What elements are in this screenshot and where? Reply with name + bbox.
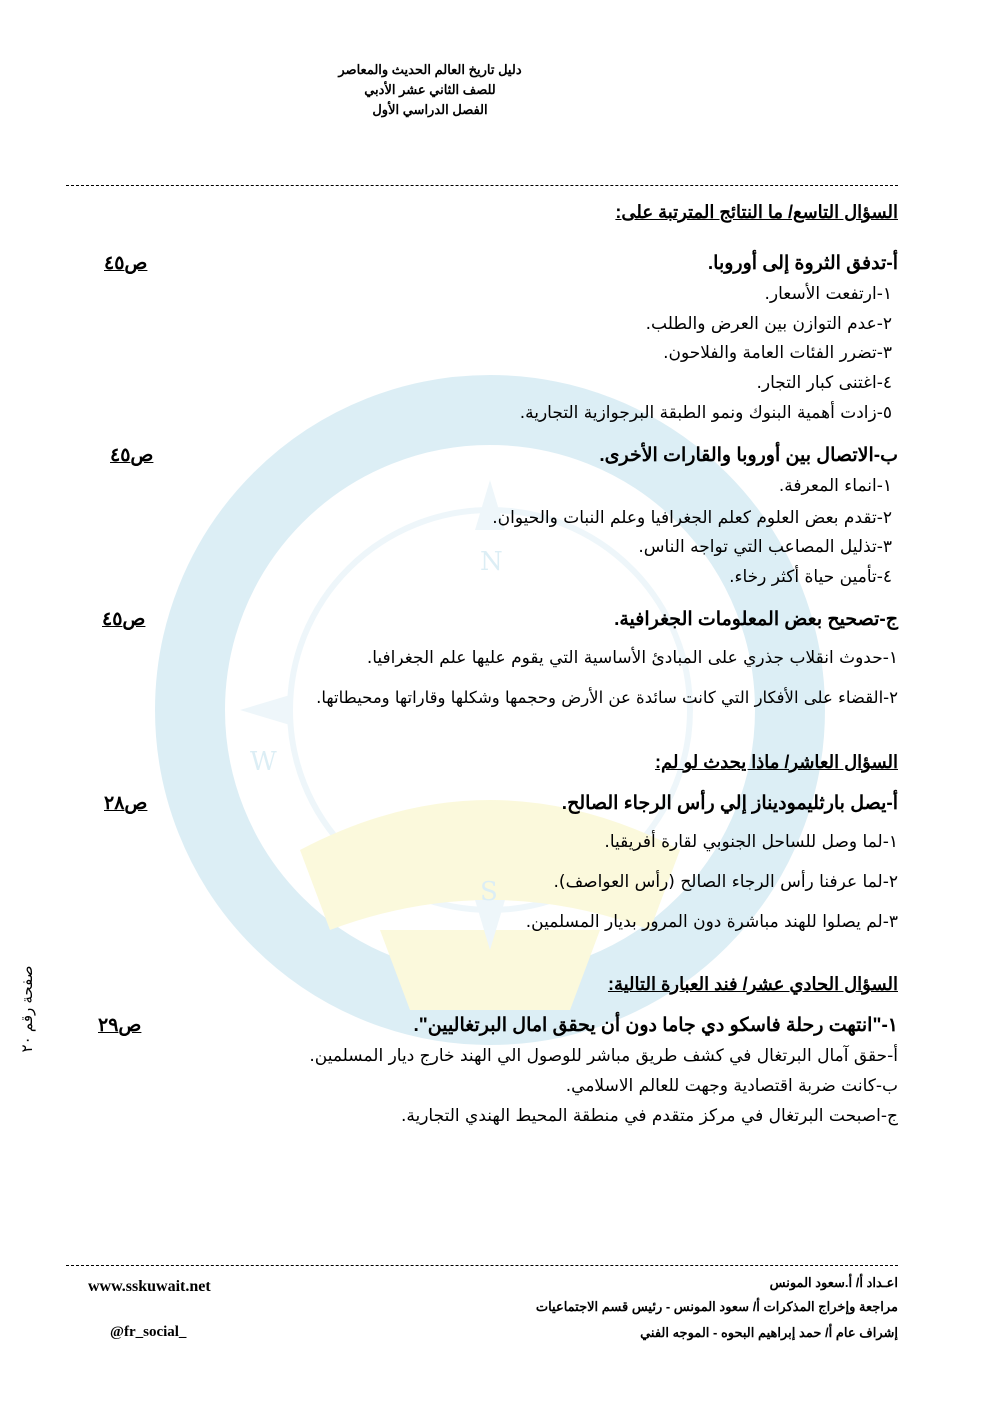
top-divider <box>66 185 898 186</box>
q10a-heading: أ-يصل بارثليموديناز إلي رأس الرجاء الصالح. <box>561 793 898 814</box>
header-title: دليل تاريخ العالم الحديث والمعاصر <box>338 62 522 77</box>
q9c-heading: ج-تصحيح بعض المعلومات الجغرافية. <box>614 609 898 630</box>
q9c-item-1: ١-حدوث انقلاب جذري على المبادئ الأساسية التي يقوم عليها علم الجغرافيا. <box>366 648 898 668</box>
q9a-item-1: ١-ارتفعت الأسعار. <box>764 284 892 304</box>
footer-supervision: إشراف عام أ/ حمد إبراهيم البحوه - الموجه الفني <box>640 1325 898 1340</box>
footer-prepared: اعـداد أ/ أ.سعود المونس <box>769 1275 898 1290</box>
q9b-item-4: ٤-تأمين حياة أكثر رخاء. <box>729 567 892 587</box>
q10-title: السؤال العاشر/ ماذا يحدث لو لم: <box>655 752 898 772</box>
q11-item-c: ج-اصبحت البرتغال في مركز متقدم في منطقة المحيط الهندي التجارية. <box>400 1106 898 1126</box>
q10a-item-2: ٢-لما عرفنا رأس الرجاء الصالح (رأس العواصف). <box>553 872 898 892</box>
q9-title: السؤال التاسع/ ما النتائج المترتبة على: <box>615 202 898 222</box>
header-grade: للصف الثاني عشر الأدبي <box>364 82 496 97</box>
q9b-item-2: ٢-تقدم بعض العلوم كعلم الجغرافيا وعلم النبات والحيوان. <box>492 508 892 528</box>
q9c-page-ref: ص٤٥ <box>102 609 146 630</box>
compass-west: W <box>250 747 277 777</box>
q9a-item-4: ٤-اغتنى كبار التجار. <box>756 373 892 393</box>
q9b-item-1: ١-انماء المعرفة. <box>778 476 892 496</box>
q9b-page-ref: ص٤٥ <box>110 445 154 466</box>
q11-item-a: أ-حقق آمال البرتغال في كشف طريق مباشر للوصول الي الهند خارج ديار المسلمين. <box>309 1046 898 1066</box>
q9a-page-ref: ص٤٥ <box>104 253 148 274</box>
q11-title: السؤال الحادي عشر/ فند العبارة التالية: <box>607 974 898 994</box>
side-page-label: صفحة رقم ٢٠ <box>19 965 36 1053</box>
compass-south: S <box>480 877 498 907</box>
header-semester: الفصل الدراسي الأول <box>372 102 488 117</box>
q10a-item-3: ٣-لم يصلوا للهند مباشرة دون المرور بديار المسلمين. <box>525 912 898 932</box>
q11-statement: ١-"انتهت رحلة فاسكو دي جاما دون أن يحقق امال البرتغاليين". <box>413 1015 898 1036</box>
q9b-heading: ب-الاتصال بين أوروبا والقارات الأخرى. <box>599 445 898 466</box>
footer-social-handle[interactable]: @fr_social_ <box>110 1324 187 1340</box>
document-header <box>300 60 560 120</box>
q9a-heading: أ-تدفق الثروة إلى أوروبا. <box>707 253 898 274</box>
q10a-page-ref: ص٢٨ <box>104 793 148 814</box>
q9c-item-2: ٢-القضاء على الأفكار التي كانت سائدة عن الأرض وحجمها وشكلها وقاراتها ومحيطاتها. <box>316 688 898 707</box>
q10a-item-1: ١-لما وصل للساحل الجنوبي لقارة أفريقيا. <box>604 832 898 852</box>
q11-item-b: ب-كانت ضربة اقتصادية وجهت للعالم الاسلامي. <box>565 1076 898 1096</box>
q9b-item-3: ٣-تذليل المصاعب التي تواجه الناس. <box>638 537 892 557</box>
compass-north: N <box>480 547 503 577</box>
footer-review: مراجعة وإخراج المذكرات أ/ سعود المونس - رئيس قسم الاجتماعيات <box>535 1299 898 1314</box>
q11-page-ref: ص٢٩ <box>98 1015 142 1036</box>
q9a-item-3: ٣-تضرر الفئات العامة والفلاحون. <box>663 343 892 363</box>
side-page-number <box>12 960 42 1080</box>
footer-website[interactable]: www.sskuwait.net <box>88 1278 211 1295</box>
footer-divider <box>66 1265 898 1266</box>
q9a-item-2: ٢-عدم التوازن بين العرض والطلب. <box>645 314 892 334</box>
q9a-item-5: ٥-زادت أهمية البنوك ونمو الطبقة البرجوازية التجارية. <box>519 403 892 423</box>
